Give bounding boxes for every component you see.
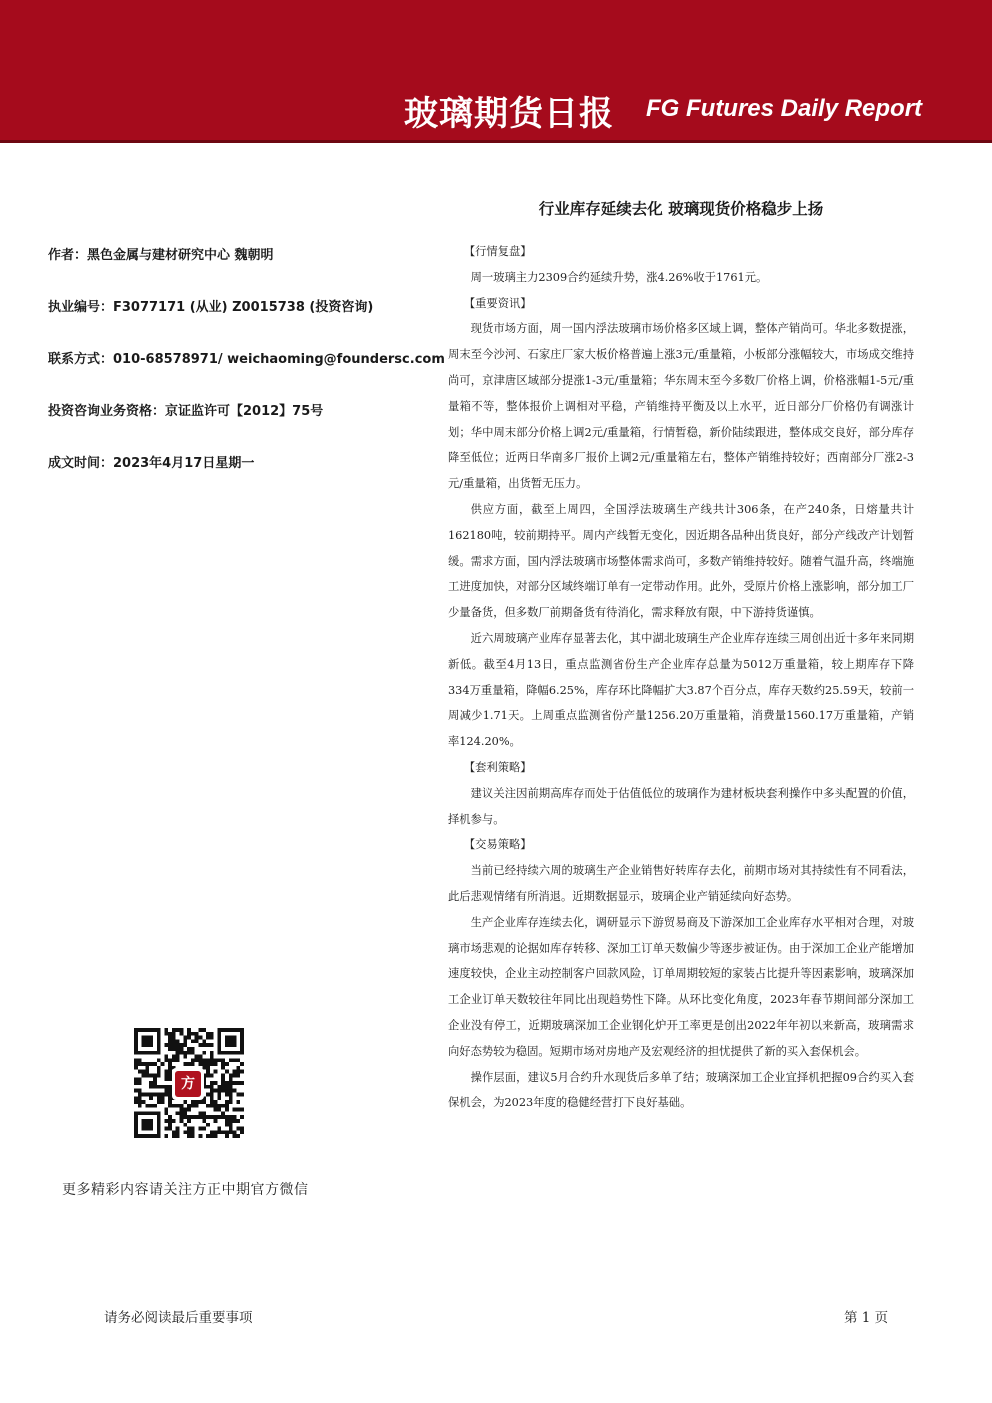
- license-line: 执业编号：F3077171 (从业) Z0015738 (投资咨询): [48, 300, 374, 315]
- report-body: [448, 239, 914, 1116]
- paragraph: 现货市场方面，周一国内浮法玻璃市场价格多区域上调，整体产销尚可。华北多数提涨，周末至今沙河、石家庄厂家大板价格普遍上涨3元/重量箱，小板部分涨幅较大，市场成交维持尚可，京津唐区域部分提涨1-3元/重量箱；华东周末至今多数厂价格上调，价格涨幅1-5元/重量箱不等，整体报价上调相对平稳，产销维持平衡及以上水平，近日部分厂价格仍有调涨计划；华中周末部分价格上调2元/重量箱，行情暂稳，新价陆续跟进，整体成交良好，部分库存降至低位；近两日华南多厂报价上调2元/重量箱左右，整体产销维持较好；西南部分厂涨2-3元/重量箱，出货暂无压力。: [448, 322, 914, 491]
- paragraph: 操作层面，建议5月合约升水现货后多单了结；玻璃深加工企业宜择机把握09合约买入套保机会，为2023年度的稳健经营打下良好基础。: [448, 1070, 914, 1110]
- contact-line: 联系方式：010-68578971/ weichaoming@foundersc.com: [48, 352, 445, 367]
- report-title-cn: 玻璃期货日报: [404, 94, 614, 134]
- report-title-en: FG Futures Daily Report: [646, 95, 923, 122]
- section-tag-news: 【重要资讯】: [463, 296, 532, 310]
- date-line: 成文时间：2023年4月17日星期一: [48, 456, 255, 471]
- section-tag-arbitrage: 【套利策略】: [463, 760, 532, 774]
- company-logo-icon: 方: [175, 1071, 201, 1097]
- section-tag-trading-strategy: 【交易策略】: [463, 838, 532, 852]
- paragraph: 当前已经持续六周的玻璃生产企业销售好转库存去化，前期市场对其持续性有不同看法，此后悲观情绪有所消退。近期数据显示，玻璃企业产销延续向好态势。: [448, 864, 914, 903]
- paragraph: 建议关注因前期高库存而处于估值低位的玻璃作为建材板块套利操作中多头配置的价值，择机参与。: [448, 786, 914, 826]
- paragraph: 近六周玻璃产业库存显著去化，其中湖北玻璃生产企业库存连续三周创出近十多年来同期新低。截至4月13日，重点监测省份生产企业库存总量为5012万重量箱，较上期库存下降334万重量箱，降幅6.25%，库存环比降幅扩大3.87个百分点，库存天数约25.59天，较前一周减少1.71天。上周重点监测省份产量1256.20万重量箱，消费量1560.17万重量箱，产销率124.20%。: [448, 631, 914, 749]
- qr-caption: 更多精彩内容请关注方正中期官方微信: [62, 1182, 309, 1198]
- paragraph: 周一玻璃主力2309合约延续升势，涨4.26%收于1761元。: [470, 270, 768, 284]
- footer-disclaimer-note: 请务必阅读最后重要事项: [104, 1310, 253, 1326]
- page-number: 第 1 页: [844, 1310, 889, 1326]
- section-tag-market-review: 【行情复盘】: [463, 245, 532, 258]
- paragraph: 生产企业库存连续去化，调研显示下游贸易商及下游深加工企业库存水平相对合理，对玻璃市场悲观的论据如库存转移、深加工订单天数偏少等逐步被证伪。由于深加工企业产能增加速度较快，企业主动控制客户回款风险，订单周期较短的家装占比提升等因素影响，玻璃深加工企业订单天数较往年同比出现趋势性下降。从环比变化角度，2023年春节期间部分深加工企业没有停工，近期玻璃深加工企业钢化炉开工率更是创出2022年年初以来新高，玻璃需求向好态势较为稳固。短期市场对房地产及宏观经济的担忧提供了新的买入套保机会。: [448, 915, 914, 1058]
- qr-center-logo: [172, 1068, 204, 1100]
- report-header-banner: [0, 0, 992, 140]
- report-headline: 行业库存延续去化 玻璃现货价格稳步上扬: [538, 200, 824, 218]
- paragraph: 供应方面，截至上周四，全国浮法玻璃生产线共计306条，在产240条，日熔量共计162180吨，较前期持平。周内产线暂无变化，因近期各品种出货良好，部分产线改产计划暂缓。需求方面，国内浮法玻璃市场整体需求尚可，多数产销维持较好。随着气温升高，终端施工进度加快，对部分区域终端订单有一定带动作用。此外，受原片价格上涨影响，部分加工厂少量备货，但多数厂前期备货有待消化，需求释放有限，中下游持货谨慎。: [448, 502, 914, 620]
- author-line: 作者：黑色金属与建材研究中心 魏朝明: [48, 248, 274, 263]
- qualification-line: 投资咨询业务资格：京证监许可【2012】75号: [48, 404, 324, 419]
